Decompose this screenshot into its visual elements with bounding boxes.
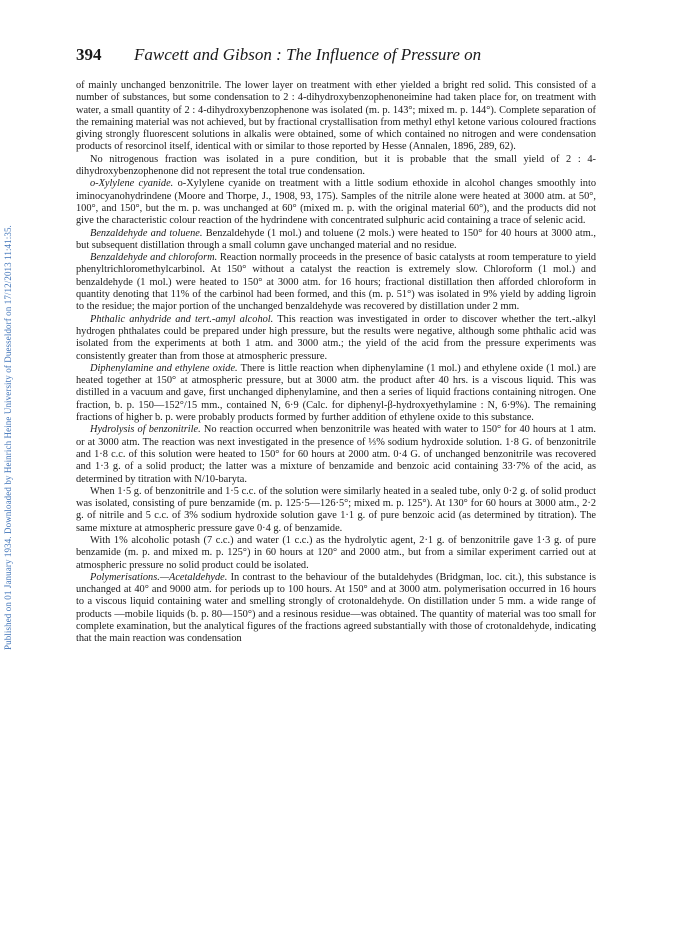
paragraph-text: When 1·5 g. of benzonitrile and 1·5 c.c. of the solution were similarly heated in a sealed tube, only 0·2 g. of solid product was isolated, consisting of pure benzamide (m. p. 125·5—126·5°; mixed m. p. 125°). At 130° for 60 hours at 3000 atm., 2·2 g. of nitrile and 5 c.c. of 3% sodium hydroxide solution gave 1·1 g. of pure benzoic acid (as determined by titration). The same mixture at atmospheric pressure gave 0·4 g. of benzamide. [76, 485, 596, 534]
section-heading: Phthalic anhydride and tert.-amyl alcohol. [90, 313, 274, 325]
section-heading: Polymerisations.—Acetaldehyde. [90, 571, 228, 583]
paragraph-text: No nitrogenous fraction was isolated in a pure condition, but it is probable that the small yield of 2 : 4-dihydroxybenzophenone did not represent the total true condensation. [76, 153, 596, 178]
paragraph [76, 228, 596, 253]
running-head: Fawcett and Gibson : The Influence of Pressure on [134, 45, 482, 64]
paragraph-text: Reaction normally proceeds in the presence of basic catalysts at room temperature to yield phenyltrichloromethylcarbinol. At 150° without a catalyst the reaction is extremely slow. Chloroform (1 mol.) and benzaldehyde (1 mol.) were heated to 150° at 3000 atm. for 16 hours; fractional distillation then afforded chloroform in quantity denoting that 11% of the carbinol had been formed, and this (m. p. 51°) was isolated in 9% yield by adding ligroin to the residue; the major portion of the unchanged benzaldehyde was recovered by distillation under 2 mm. [76, 252, 596, 313]
article-body [76, 80, 596, 646]
section-heading: Benzaldehyde and chloroform. [90, 252, 218, 264]
section-heading: Hydrolysis of benzonitrile. [90, 424, 201, 436]
paragraph [76, 252, 596, 313]
paragraph [76, 535, 596, 572]
paragraph [76, 154, 596, 179]
paragraph-text: of mainly unchanged benzonitrile. The lower layer on treatment with ether yielded a bright red solid. This consisted of a number of substances, but some condensation to 2 : 4-dihydroxybenzophenoneimine had taken place for, on treatment with water, a small quantity of 2 : 4-dihydroxybenzophenone was isolated (m. p. 143°; mixed m. p. 144°). Complete separation of the remaining material was not achieved, but by fractional crystallisation from methyl ethyl ketone various coloured fractions giving strongly fluorescent solutions in alkalis were obtained, some of which contained no nitrogen and were condensation products of resorcinol itself, identical with or similar to those reported by Hesse (Annalen, 1896, 289, 62). [76, 80, 596, 153]
paragraph-text: No reaction occurred when benzonitrile was heated with water to 150° for 40 hours at 1 atm. or at 3000 atm. The reaction was next investigated in the presence of ⅓% sodium hydroxide solution. 1·8 G. of benzonitrile and 1·8 c.c. of this solution were heated to 150° for 60 hours at 2000 atm. 0·4 G. of unchanged benzonitrile was recovered and 1·3 g. of a solid product; the latter was a mixture of benzamide and benzoic acid containing 33·7% of the acid, as determined by titration with N/10-baryta. [76, 424, 597, 485]
paragraph-text: Benzaldehyde (1 mol.) and toluene (2 mols.) were heated to 150° for 40 hours at 3000 atm., but subsequent distillation through a small column gave unchanged material and no residue. [76, 227, 596, 251]
paragraph [76, 178, 596, 227]
section-heading: Diphenylamine and ethylene oxide. [90, 362, 238, 374]
paragraph-text: In contrast to the behaviour of the butaldehydes (Bridgman, loc. cit.), this substance is unchanged at 40° and 9000 atm. for periods up to 100 hours. At 150° and at 3000 atm. polymerisation occurred in 16 hours to a viscous liquid containing water and smelling strongly of crotonaldehyde. On distillation under 5 mm. a wide range of products —mobile liquids (b. p. 80—150°) and a resinous residue—was obtained. The quantity of material was too small for complete examination, but the analytical figures of the fractions agreed substantially with those of crotonaldehyde, indicating that the main reaction was condensation [76, 571, 596, 645]
paragraph-text: There is little reaction when diphenylamine (1 mol.) and ethylene oxide (1 mol.) are heated together at 150° at atmospheric pressure, but at 3000 atm. the product after 40 hrs. is a viscous liquid. This was distilled in a vacuum and gave, first unchanged diphenylamine, and then a series of liquid fractions containing nitrogen. One fraction, b. p. 150—152°/15 mm., contained N, 6·9 (Calc. for diphenyl-β-hydroxyethylamine : N, 6·9%). The remaining fractions of higher b. p. were probably products formed by further addition of ethylene oxide to this substance. [76, 362, 596, 424]
paragraph [76, 424, 596, 485]
paragraph-text: This reaction was investigated in order to discover whether the tert.-alkyl hydrogen phthalates could be prepared under high pressure, but the results were negative, although some phthalic acid was isolated from the experiments at both 1 atm. and 3000 atm.; the yield of the acid from the pressure experiments was consistently greater than from those at atmospheric pressure. [76, 313, 596, 362]
page-header [76, 45, 596, 67]
publication-notice [3, 110, 17, 650]
paragraph-text: o-Xylylene cyanide on treatment with a little sodium ethoxide in alcohol changes smoothly into iminocyanohydrindene (Moore and Thorpe, J., 1908, 93, 175). Samples of the nitrile alone were heated at 3000 atm. at 50°, 100°, and 150°, but the m. p. was unchanged at 60° (mixed m. p. with the original material 60°), and the products did not give the characteristic colour reaction of the hydrindene with concentrated sulphuric acid containing a trace of selenic acid. [76, 178, 596, 227]
page-number: 394 [76, 45, 102, 64]
section-heading: o-Xylylene cyanide. [90, 178, 174, 190]
publication-notice-text: Published on 01 January 1934. Downloaded by Heinrich Heine University of Duesseldorf on 17/12/2013 11:41:35. [3, 225, 13, 650]
paragraph [76, 314, 596, 363]
paragraph [76, 572, 596, 646]
paragraph [76, 486, 596, 535]
paragraph [76, 363, 596, 424]
paragraph [76, 80, 596, 154]
section-heading: Benzaldehyde and toluene. [90, 227, 203, 239]
paragraph-text: With 1% alcoholic potash (7 c.c.) and water (1 c.c.) as the hydrolytic agent, 2·1 g. of benzonitrile gave 1·3 g. of pure benzamide (m. p. and mixed m. p. 125°) in 60 hours at 120° and 2000 atm., but from a similar experiment carried out at atmospheric pressure no solid product could be isolated. [76, 534, 596, 571]
